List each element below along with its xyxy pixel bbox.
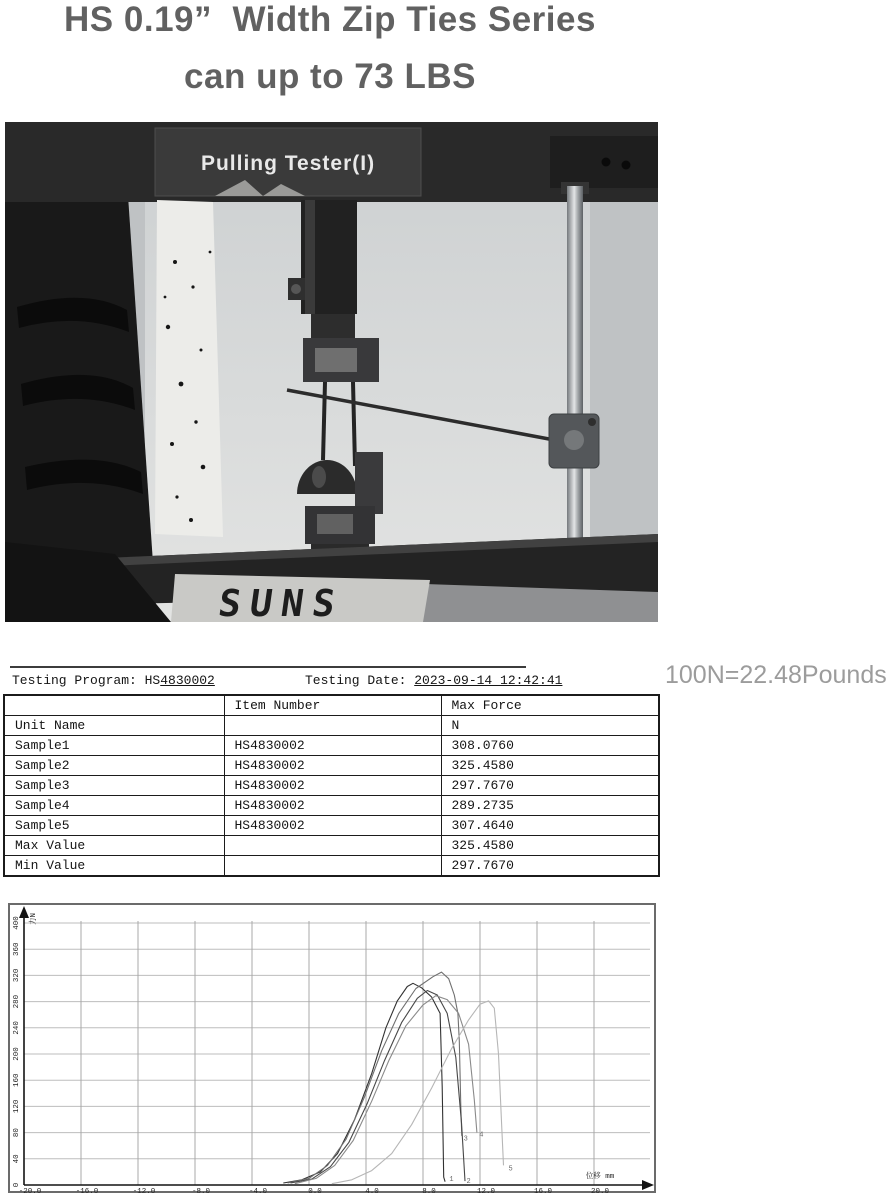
curve-end-label: 5 xyxy=(508,1165,513,1174)
page-title: HS 0.19” Width Zip Ties Series xyxy=(64,0,596,39)
grip-bracket xyxy=(355,452,383,514)
table-cell: Max Force xyxy=(441,695,659,716)
x-tick-label: -12.0 xyxy=(132,1188,156,1196)
knob-face xyxy=(291,284,301,294)
page-subtitle: can up to 73 LBS xyxy=(184,57,476,96)
y-tick-label: 80 xyxy=(13,1128,21,1138)
pulling-tester-illustration xyxy=(5,122,658,625)
clamp-bolt xyxy=(588,418,596,426)
table-cell: HS4830002 xyxy=(224,756,441,776)
table-cell: Sample1 xyxy=(4,736,224,756)
x-tick-label: 16.0 xyxy=(533,1188,553,1196)
table-row xyxy=(4,736,659,756)
y-tick-label: 360 xyxy=(13,942,21,956)
table-cell: HS4830002 xyxy=(224,796,441,816)
force-displacement-chart xyxy=(8,903,656,1196)
x-tick-label: -4.0 xyxy=(248,1188,268,1196)
table-cell: N xyxy=(441,716,659,736)
curve-end-label: 4 xyxy=(479,1131,484,1140)
y-tick-label: 400 xyxy=(13,916,21,930)
bolt xyxy=(622,161,631,170)
series-curve-sample5 xyxy=(332,1001,504,1187)
table-cell: 297.7670 xyxy=(441,856,659,877)
y-tick-label: 200 xyxy=(13,1047,21,1061)
y-axis-arrow-icon xyxy=(19,906,29,918)
pulling-tester-photo xyxy=(5,122,658,625)
table-row xyxy=(4,816,659,836)
table-row xyxy=(4,836,659,856)
x-tick-label: 8.0 xyxy=(422,1188,436,1196)
y-tick-label: 320 xyxy=(13,968,21,983)
table-cell: Sample4 xyxy=(4,796,224,816)
testing-program-label: Testing Program: xyxy=(12,673,145,688)
y-tick-label: 40 xyxy=(13,1154,21,1164)
curve-end-label: 3 xyxy=(463,1135,468,1144)
x-tick-label: 0.0 xyxy=(308,1188,322,1196)
curve-end-label: 1 xyxy=(449,1176,454,1185)
table-cell: 325.4580 xyxy=(441,836,659,856)
load-cell xyxy=(311,314,355,340)
bolt xyxy=(602,158,611,167)
y-tick-label: 240 xyxy=(13,1021,21,1035)
x-tick-label: 20.0 xyxy=(590,1188,610,1196)
brand-logo: SUNS xyxy=(215,581,347,625)
table-cell: Item Number xyxy=(224,695,441,716)
table-cell: 308.0760 xyxy=(441,736,659,756)
shaft-highlight xyxy=(305,200,315,314)
table-cell: HS4830002 xyxy=(224,816,441,836)
table-cell: 297.7670 xyxy=(441,776,659,796)
table-row xyxy=(4,756,659,776)
testing-program-field xyxy=(12,673,215,688)
table-cell: HS4830002 xyxy=(224,776,441,796)
testing-program-value: 4830002 xyxy=(160,673,215,688)
x-tick-label: 12.0 xyxy=(476,1188,496,1196)
table-row xyxy=(4,776,659,796)
table-cell: Sample2 xyxy=(4,756,224,776)
table-cell: Sample5 xyxy=(4,816,224,836)
x-axis-arrow-icon xyxy=(642,1180,654,1190)
testing-date-field xyxy=(305,673,562,688)
grip-face xyxy=(315,348,357,372)
y-tick-label: 0 xyxy=(13,1182,21,1188)
y-tick-label: 120 xyxy=(13,1099,21,1114)
specimen-rod xyxy=(323,382,325,460)
grip-face xyxy=(317,514,353,534)
table-row xyxy=(4,695,659,716)
table-cell: Max Value xyxy=(4,836,224,856)
x-tick-label: -20.0 xyxy=(18,1188,42,1196)
testing-program-prefix: HS xyxy=(144,673,161,688)
y-axis-unit-label: 力N xyxy=(30,912,38,926)
clamp-wheel xyxy=(564,430,584,450)
y-tick-label: 280 xyxy=(13,994,21,1009)
table-cell xyxy=(224,716,441,736)
table-cell xyxy=(4,695,224,716)
table-cell: Sample3 xyxy=(4,776,224,796)
report-table xyxy=(3,694,660,877)
curve-end-label: 2 xyxy=(466,1178,471,1187)
table-cell: 289.2735 xyxy=(441,796,659,816)
specimen-rod xyxy=(353,382,355,466)
x-tick-label: -16.0 xyxy=(75,1188,99,1196)
table-row xyxy=(4,716,659,736)
x-tick-label: -8.0 xyxy=(191,1188,211,1196)
conversion-note: 100N=22.48Pounds xyxy=(665,661,887,689)
grip-highlight xyxy=(312,466,326,488)
y-tick-label: 160 xyxy=(13,1073,21,1087)
table-row xyxy=(4,796,659,816)
report-header-rule xyxy=(10,666,526,668)
table-cell: Unit Name xyxy=(4,716,224,736)
table-cell xyxy=(224,856,441,877)
table-row xyxy=(4,856,659,877)
x-tick-label: 4.0 xyxy=(365,1188,379,1196)
table-cell: HS4830002 xyxy=(224,736,441,756)
testing-date-value: 2023-09-14 12:42:41 xyxy=(414,673,563,688)
paper-strip xyxy=(155,200,223,537)
table-cell xyxy=(224,836,441,856)
table-cell: Min Value xyxy=(4,856,224,877)
x-axis-unit-label: 位移 mm xyxy=(585,1173,615,1181)
testing-date-label: Testing Date: xyxy=(305,673,415,688)
series-curve-sample1 xyxy=(283,983,445,1183)
table-cell: 307.4640 xyxy=(441,816,659,836)
machine-label: Pulling Tester(I) xyxy=(200,152,376,175)
table-cell: 325.4580 xyxy=(441,756,659,776)
